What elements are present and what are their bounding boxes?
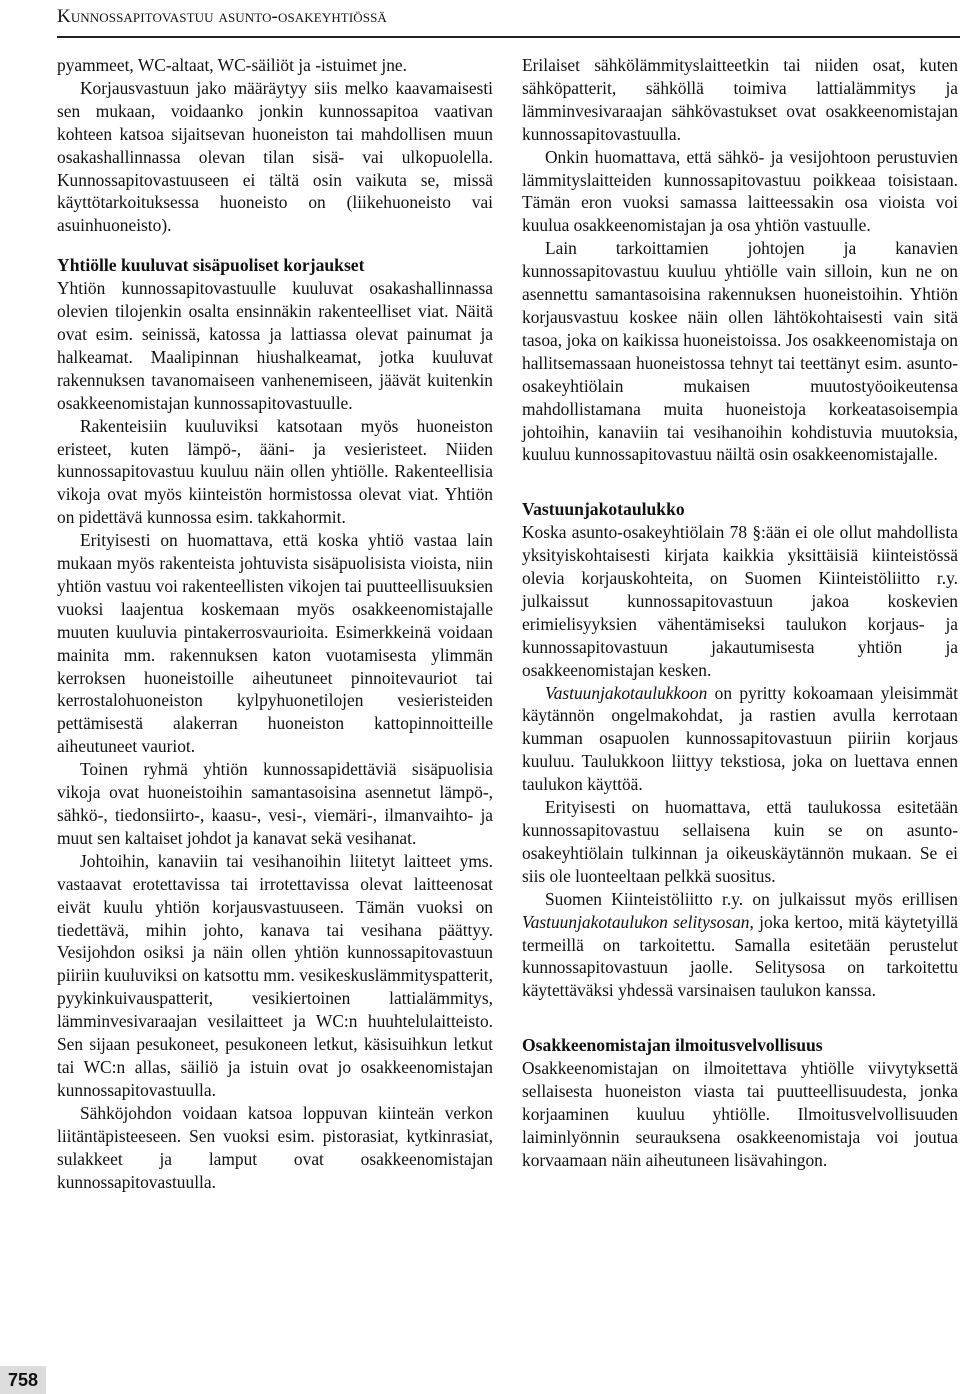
paragraph: Erilaiset sähkölämmityslaitteetkin tai niiden osat, kuten sähköpatterit, sähköllä toimiva lattialämmitys ja lämminvesivaraajan sähkövastukset ovat osakkeenomistajan kunnossapitovastuulla. [522, 55, 958, 144]
paragraph: Korjausvastuun jako määräytyy siis melko kaavamaisesti sen mukaan, voidaanko jonkin kunnossapitoa vaativan kohteen katsoa sijaitsevan huoneiston tai mahdollisen muun osakashallinnassa olevan tilan sisä- vai ulkopuolella. Kunnossapitovastuuseen ei tältä osin vaikuta se, missä käyttötarkoituksessa huoneisto on (liikehuoneisto vai asuinhuoneisto). [57, 77, 493, 236]
spacer [57, 237, 493, 254]
paragraph: Yhtiön kunnossapitovastuulle kuuluvat osakashallinnassa olevien tilojenkin osalta ensinnäkin rakenteelliset viat. Näitä ovat esim. seinissä, katossa ja lattiassa olevat painumat ja halkeamat. Maalipinnan hiushalkeamat, jotka kuuluvat rakennuksen tavanomaiseen vanhenemiseen, jäävät kuitenkin osakkeenomistajan kunnossapitovastuulle. [57, 278, 493, 413]
paragraph-text: Suomen Kiinteistöliitto r.y. on julkaissut myös erillisen [545, 888, 958, 909]
left-column [57, 54, 493, 1193]
header-rule [57, 36, 960, 38]
section-heading: Osakkeenomistajan ilmoitusvelvollisuus [522, 1035, 823, 1056]
paragraph: pyammeet, WC-altaat, WC-säiliöt ja -istuimet jne. [57, 55, 407, 75]
emphasis-term: Vastuunjakotaulukkoon [545, 682, 708, 703]
right-column [522, 54, 958, 1172]
paragraph [522, 888, 958, 1003]
paragraph: Onkin huomattava, että sähkö- ja vesijohtoon perustuvien lämmityslaitteiden kunnossapitovastuu poikkeaa toisistaan. Tämän eron vuoksi samassa laitteessakin osa vioista voi kuulua osakkeenomistajan ja osa yhtiön vastuulle. [522, 146, 958, 236]
paragraph [522, 682, 958, 797]
paragraph: Sähköjohdon voidaan katsoa loppuvan kiinteän verkon liitäntäpisteeseen. Sen vuoksi esim. pistorasiat, kytkinrasiat, sulakkeet ja lamput ovat osakkeenomistajan kunnossapitovastuulla. [57, 1102, 493, 1192]
paragraph: Koska asunto-osakeyhtiölain 78 §:ään ei ole ollut mahdollista yksityiskohtaisesti kirjata kaikkia yksittäisiä kiinteistössä olevia korjauskohteita, on Suomen Kiinteistöliitto r.y. julkaissut kunnossapitovastuun jakoa koskevien erimielisyyksien vähentämiseksi taulukon korjaus- ja kunnossapitovastuun jakautumisesta yhtiön ja osakkeenomistajan kesken. [522, 522, 958, 680]
paragraph-text: on pyritty kokoamaan yleisimmät käytännön ongelmakohdat, ja rastien avulla kerrotaan kumman osapuolen kunnossapitovastuun piiriin korjaus kuuluu. Taulukkoon liittyy tekstiosa, joka on luettava ennen taulukon käyttöä. [522, 682, 958, 795]
paragraph: Erityisesti on huomattava, että taulukossa esitetään kunnossapitovastuu sellaisena kuin se on asunto-osakeyhtiölain tulkinnan ja oikeuskäytännön mukaan. Se ei siis ole luonteeltaan pelkkä suositus. [522, 797, 958, 886]
paragraph: Johtoihin, kanaviin tai vesihanoihin liitetyt laitteet yms. vastaavat erotettavissa tai irrotettavissa olevat laitteenosat eivät kuulu yhtiön korjausvastuuseen. Tämän vuoksi on tiedettävä, mihin johto, kanava tai vesihana päättyy. Vesijohdon osiksi ja näin ollen yhtiön kunnossapitovastuun piiriin kuuluviksi on katsottu mm. vesikeskuslämmityspatterit, pyykinkuivauspatterit, vesikiertoinen lattialämmitys, lämminvesivaraajan vesilaitteet ja WC:n huuhtelulaitteisto. Sen sijaan pesukoneet, pesukoneen letkut, käsisuihkun letkut tai WC:n allas, säiliö ja istuin ovat jo osakkeenomistajan kunnossapitovastuulla. [57, 850, 493, 1100]
paragraph: Erityisesti on huomattava, että koska yhtiö vastaa lain mukaan myös rakenteista johtuvista sisäpuolisista vioista, niin yhtiön vastuu voi rakenteellisten vikojen tai puutteellisuuksien vuoksi laajentua koskemaan myös osakkeenomistajalle muuten kuuluvia pintakerrosvaurioita. Esimerkkeinä voidaan mainita mm. rakennuksen katon vuotamisesta ylimmän kerroksen huoneistoille aiheutuneet pinnoitevauriot tai kerrostalohuoneiston kylpyhuonetilojen vesieristeiden pettämisestä alakerran huoneiston kattopinnoitteille aiheutuneet vauriot. [57, 530, 493, 757]
page-number: 758 [0, 1366, 46, 1394]
running-head-title: Kunnossapitovastuu asunto-osakeyhtiössä [57, 6, 387, 27]
paragraph: Lain tarkoittamien johtojen ja kanavien kunnossapitovastuu kuuluu yhtiölle vain silloin, kun ne on asennettu samantasoisina rakennuksen huoneistoihin. Yhtiön korjausvastuu koskee näin ollen lähtökohtaisesti vain sitä tasoa, joka on kaikissa huoneistoissa. Jos osakkeenomistaja on hallitsemassaan huoneistossa tehnyt tai teettänyt esim. asunto-osakeyhtiölain mukaisen muutostyöoikeutensa mahdollistamana muita huoneistoja korkeatasoisempia johtoihin, kanaviin tai vesihanoihin kohdistuvia muutoksia, kuuluu kunnossapitovastuu näiltä osin osakkeenomistajalle. [522, 238, 958, 465]
section-heading: Yhtiölle kuuluvat sisäpuoliset korjaukset [57, 255, 365, 276]
paragraph: Rakenteisiin kuuluviksi katsotaan myös huoneiston eristeet, kuten lämpö-, ääni- ja vesieristeet. Niiden kunnossapitovastuu kuuluu näin ollen yhtiölle. Rakenteellisia vikoja ovat myös kiinteistön hormistossa olevat viat. Yhtiön on pidettävä kunnossa esim. takkahormit. [57, 415, 493, 528]
spacer [522, 1002, 958, 1034]
section-heading: Vastuunjakotaulukko [522, 499, 685, 520]
spacer [522, 466, 958, 498]
paragraph: Osakkeenomistajan on ilmoitettava yhtiölle viivytyksettä sellaisesta huoneiston viasta tai puutteellisuudesta, jonka korjaaminen kuuluu yhtiölle. Ilmoitusvelvollisuuden laiminlyönnin seurauksena osakkeenomistaja voi joutua korvaamaan näin aiheutuneen lisävahingon. [522, 1058, 958, 1170]
paragraph: Toinen ryhmä yhtiön kunnossapidettäviä sisäpuolisia vikoja ovat huoneistoihin samantasoisina asennetut lämpö-, sähkö-, tiedonsiirto-, kaasu-, vesi-, viemäri-, ilmanvaihto- ja muut sen kaltaiset johdot ja kanavat sekä vesihanat. [57, 759, 493, 848]
paragraph-text: , joka kertoo, mitä käytetyillä termeillä on tarkoitettu. Samalla esitetään perustelut kunnossapitovastuun jaolle. Selitysosa on tarkoitettu käytettäväksi yhdessä varsinaisen taulukon kanssa. [522, 911, 958, 1001]
emphasis-term: Vastuunjakotaulukon selitysosan [522, 911, 750, 932]
